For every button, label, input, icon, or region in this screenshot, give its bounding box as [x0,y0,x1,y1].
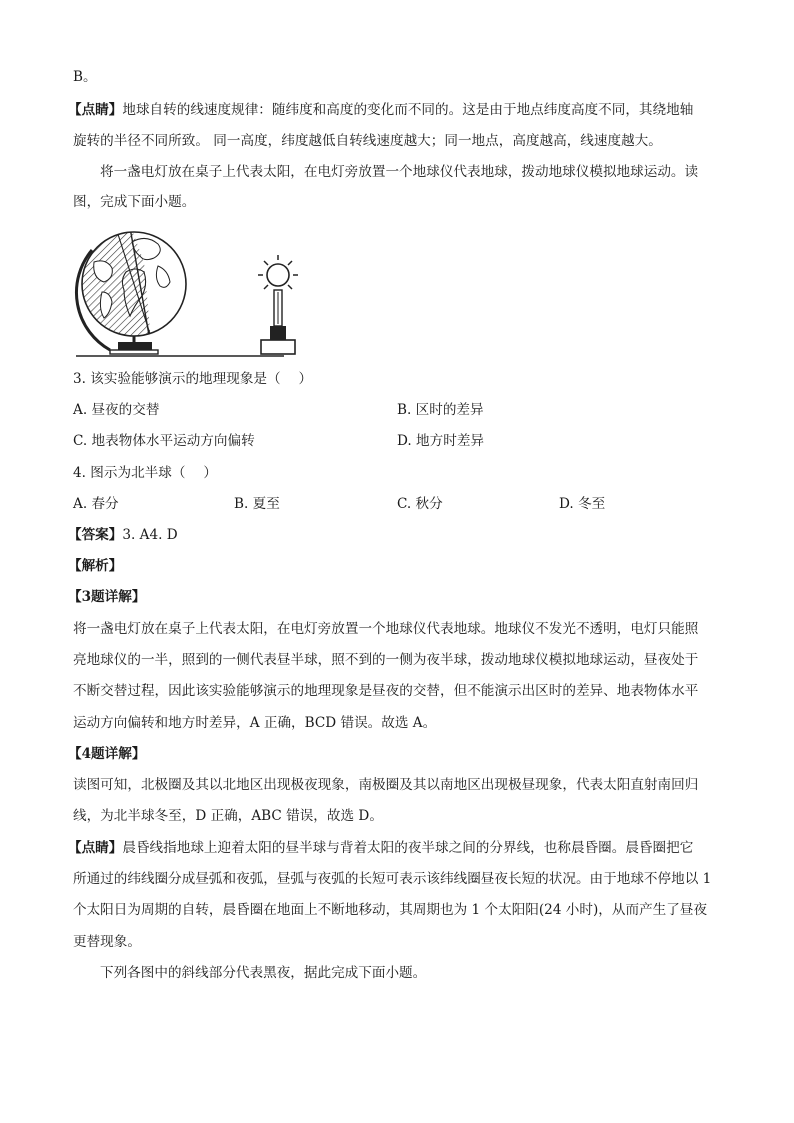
text-line: 将一盏电灯放在桌子上代表太阳，在电灯旁放置一个地球仪代表地球。地球仪不发光不透明，电灯只能照 [73,621,699,637]
option-4b: B. 夏至 [234,496,280,512]
option-3b: B. 区时的差异 [397,402,484,418]
question-4: 4. 图示为北半球（ ） [73,465,217,481]
text-line: 线，为北半球冬至，D 正确，ABC 错误，故选 D。 [73,808,383,824]
option-4d: D. 冬至 [559,496,606,512]
answer-tag: 【答案】 [68,527,123,543]
text-line: 图，完成下面小题。 [73,194,196,210]
answer-text: 3. A4. D [122,527,178,543]
text-line: 运动方向偏转和地方时差异，A 正确，BCD 错误。故选 A。 [73,715,437,731]
analysis-tag-text: 【解析】 [68,558,123,574]
option-4a: A. 春分 [73,496,119,512]
option-3a: A. 昼夜的交替 [73,402,160,418]
text-line: 将一盏电灯放在桌子上代表太阳，在电灯旁放置一个地球仪代表地球，拨动地球仪模拟地球运动。读 [100,164,699,180]
text-line: 读图可知，北极圈及其以北地区出现极夜现象，南极圈及其以南地区出现极昼现象，代表太阳直射南回归 [73,777,699,793]
answer-line [68,526,178,544]
section-tag: 【点睛】 [68,840,123,856]
text-line: 不断交替过程，因此该实验能够演示的地理现象是昼夜的交替，但不能演示出区时的差异、地表物体水平 [73,683,699,699]
text-line: 个太阳日为周期的自转，晨昏圈在地面上不断地移动，其周期也为 1 个太阳阳(24 小时)，从而产生了昼夜 [73,902,708,918]
analysis-tag [68,557,122,575]
text-span: 晨昏线指地球上迎着太阳的昼半球与背着太阳的夜半球之间的分界线，也称晨昏圈。晨昏圈把它 [122,840,694,856]
text-line: 下列各图中的斜线部分代表黑夜，据此完成下面小题。 [100,965,427,981]
text-line: 所通过的纬线圈分成昼弧和夜弧，昼弧与夜弧的长短可表示该纬线圈昼夜长短的状况。由于地球不停地以 1 [73,871,712,887]
question-3: 3. 该实验能够演示的地理现象是（ ） [73,371,313,387]
text-line [68,839,693,857]
detail-4-tag-text: 【4题详解】 [68,746,146,762]
text-line: 更替现象。 [73,934,141,950]
section-tag: 【点睛】 [68,102,123,118]
detail-3-tag [68,588,145,606]
text-span: 地球自转的线速度规律：随纬度和高度的变化而不同的。这是由于地点纬度高度不同，其绕地轴 [122,102,694,118]
experiment-figure-svg [74,222,336,362]
option-3d: D. 地方时差异 [397,433,485,449]
text-line: B。 [73,69,97,85]
text-line [68,101,693,119]
detail-3-tag-text: 【3题详解】 [68,589,146,605]
option-3c: C. 地表物体水平运动方向偏转 [73,433,255,449]
text-line: 亮地球仪的一半，照到的一侧代表昼半球，照不到的一侧为夜半球，拨动地球仪模拟地球运动，昼夜处于 [73,652,699,668]
globe-icon [76,222,186,354]
text-line: 旋转的半径不同所致。 同一高度，纬度越低自转线速度越大；同一地点，高度越高，线速度越大。 [73,133,662,149]
lamp-icon [258,255,298,354]
experiment-figure [74,222,336,362]
detail-4-tag [68,745,145,763]
option-4c: C. 秋分 [397,496,443,512]
